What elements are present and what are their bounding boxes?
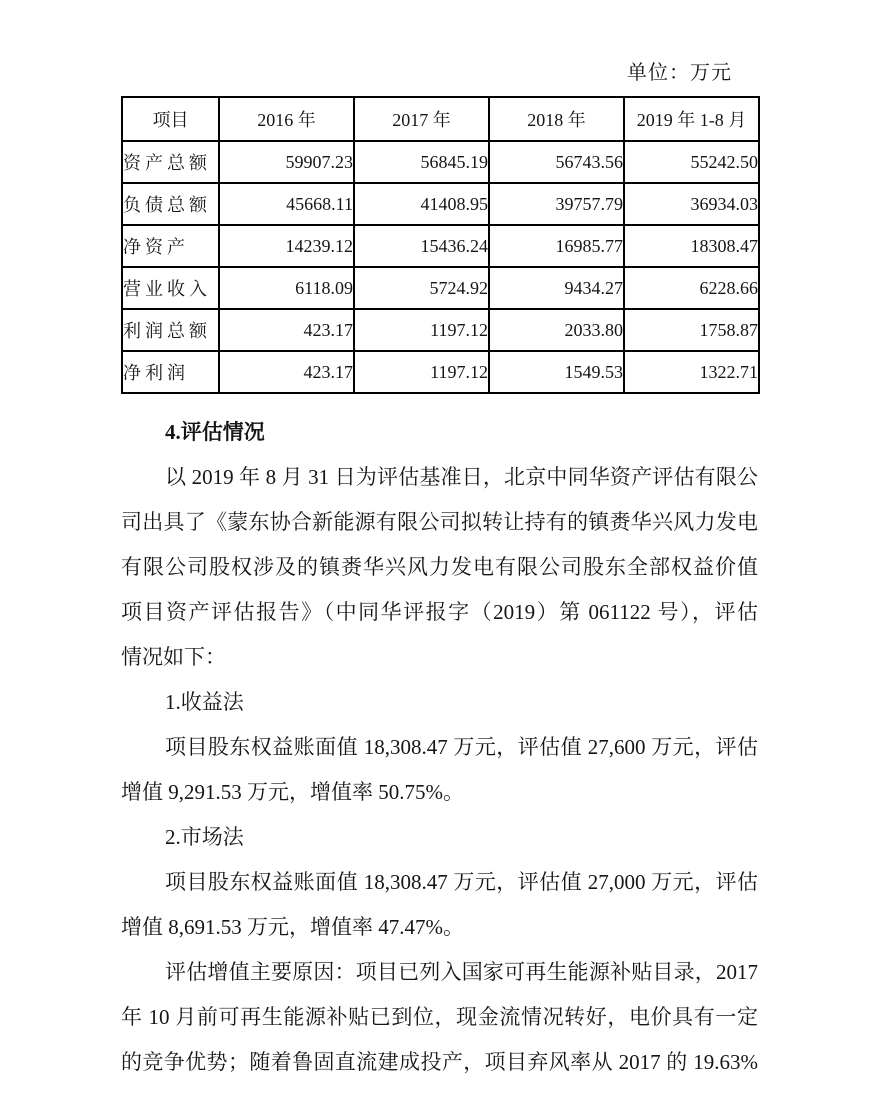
value-cell: 1197.12 — [354, 309, 489, 351]
row-label: 利润总额 — [122, 309, 219, 351]
subsection-heading-market: 2.市场法 — [165, 825, 244, 849]
row-label: 资产总额 — [122, 141, 219, 183]
value-cell: 18308.47 — [624, 225, 759, 267]
table-header-2017: 2017 年 — [354, 97, 489, 141]
table-header-2019: 2019 年 1-8 月 — [624, 97, 759, 141]
paragraph-line: 评估增值主要原因：项目已列入国家可再生能源补贴目录，2017 — [165, 960, 758, 984]
subsection-heading-income: 1.收益法 — [165, 690, 244, 714]
value-cell: 15436.24 — [354, 225, 489, 267]
value-cell: 56845.19 — [354, 141, 489, 183]
valuation-section — [121, 410, 758, 1085]
value-cell: 2033.80 — [489, 309, 624, 351]
value-cell: 55242.50 — [624, 141, 759, 183]
financial-table — [121, 96, 760, 394]
value-cell: 423.17 — [219, 309, 354, 351]
table-header-2018: 2018 年 — [489, 97, 624, 141]
table-header-row — [122, 97, 759, 141]
row-label: 净利润 — [122, 351, 219, 393]
value-cell: 9434.27 — [489, 267, 624, 309]
table-row — [122, 267, 759, 309]
paragraph-line: 年 10 月前可再生能源补贴已到位，现金流情况转好，电价具有一定 — [121, 1005, 758, 1029]
value-cell: 14239.12 — [219, 225, 354, 267]
unit-label: 单位：万元 — [627, 62, 732, 84]
table-header-item: 项目 — [122, 97, 219, 141]
row-label: 营业收入 — [122, 267, 219, 309]
paragraph-line: 增值 8,691.53 万元，增值率 47.47%。 — [121, 915, 464, 939]
value-cell: 5724.92 — [354, 267, 489, 309]
value-cell: 6228.66 — [624, 267, 759, 309]
value-cell: 59907.23 — [219, 141, 354, 183]
value-cell: 1758.87 — [624, 309, 759, 351]
table-row — [122, 183, 759, 225]
value-cell: 1322.71 — [624, 351, 759, 393]
value-cell: 16985.77 — [489, 225, 624, 267]
row-label: 负债总额 — [122, 183, 219, 225]
paragraph-line: 司出具了《蒙东协合新能源有限公司拟转让持有的镇赉华兴风力发电 — [121, 510, 758, 534]
table-row — [122, 141, 759, 183]
table-row — [122, 225, 759, 267]
value-cell: 1549.53 — [489, 351, 624, 393]
value-cell: 36934.03 — [624, 183, 759, 225]
value-cell: 41408.95 — [354, 183, 489, 225]
paragraph-line: 的竞争优势；随着鲁固直流建成投产，项目弃风率从 2017 的 19.63% — [121, 1050, 758, 1074]
value-cell: 45668.11 — [219, 183, 354, 225]
document-content — [121, 60, 758, 1085]
paragraph-line: 增值 9,291.53 万元，增值率 50.75%。 — [121, 780, 464, 804]
value-cell: 1197.12 — [354, 351, 489, 393]
value-cell: 39757.79 — [489, 183, 624, 225]
paragraph-line: 情况如下： — [121, 645, 226, 669]
paragraph-line: 有限公司股权涉及的镇赉华兴风力发电有限公司股东全部权益价值 — [121, 555, 758, 579]
row-label: 净资产 — [122, 225, 219, 267]
value-cell: 423.17 — [219, 351, 354, 393]
paragraph-line: 项目股东权益账面值 18,308.47 万元，评估值 27,600 万元，评估 — [165, 735, 758, 759]
value-cell: 56743.56 — [489, 141, 624, 183]
table-row — [122, 351, 759, 393]
table-header-2016: 2016 年 — [219, 97, 354, 141]
paragraph-line: 项目股东权益账面值 18,308.47 万元，评估值 27,000 万元，评估 — [165, 870, 758, 894]
paragraph-line: 项目资产评估报告》（中同华评报字（2019）第 061122 号），评估 — [121, 600, 758, 624]
section-heading: 4.评估情况 — [165, 420, 265, 444]
paragraph-line: 以 2019 年 8 月 31 日为评估基准日，北京中同华资产评估有限公 — [165, 465, 758, 489]
value-cell: 6118.09 — [219, 267, 354, 309]
table-row — [122, 309, 759, 351]
